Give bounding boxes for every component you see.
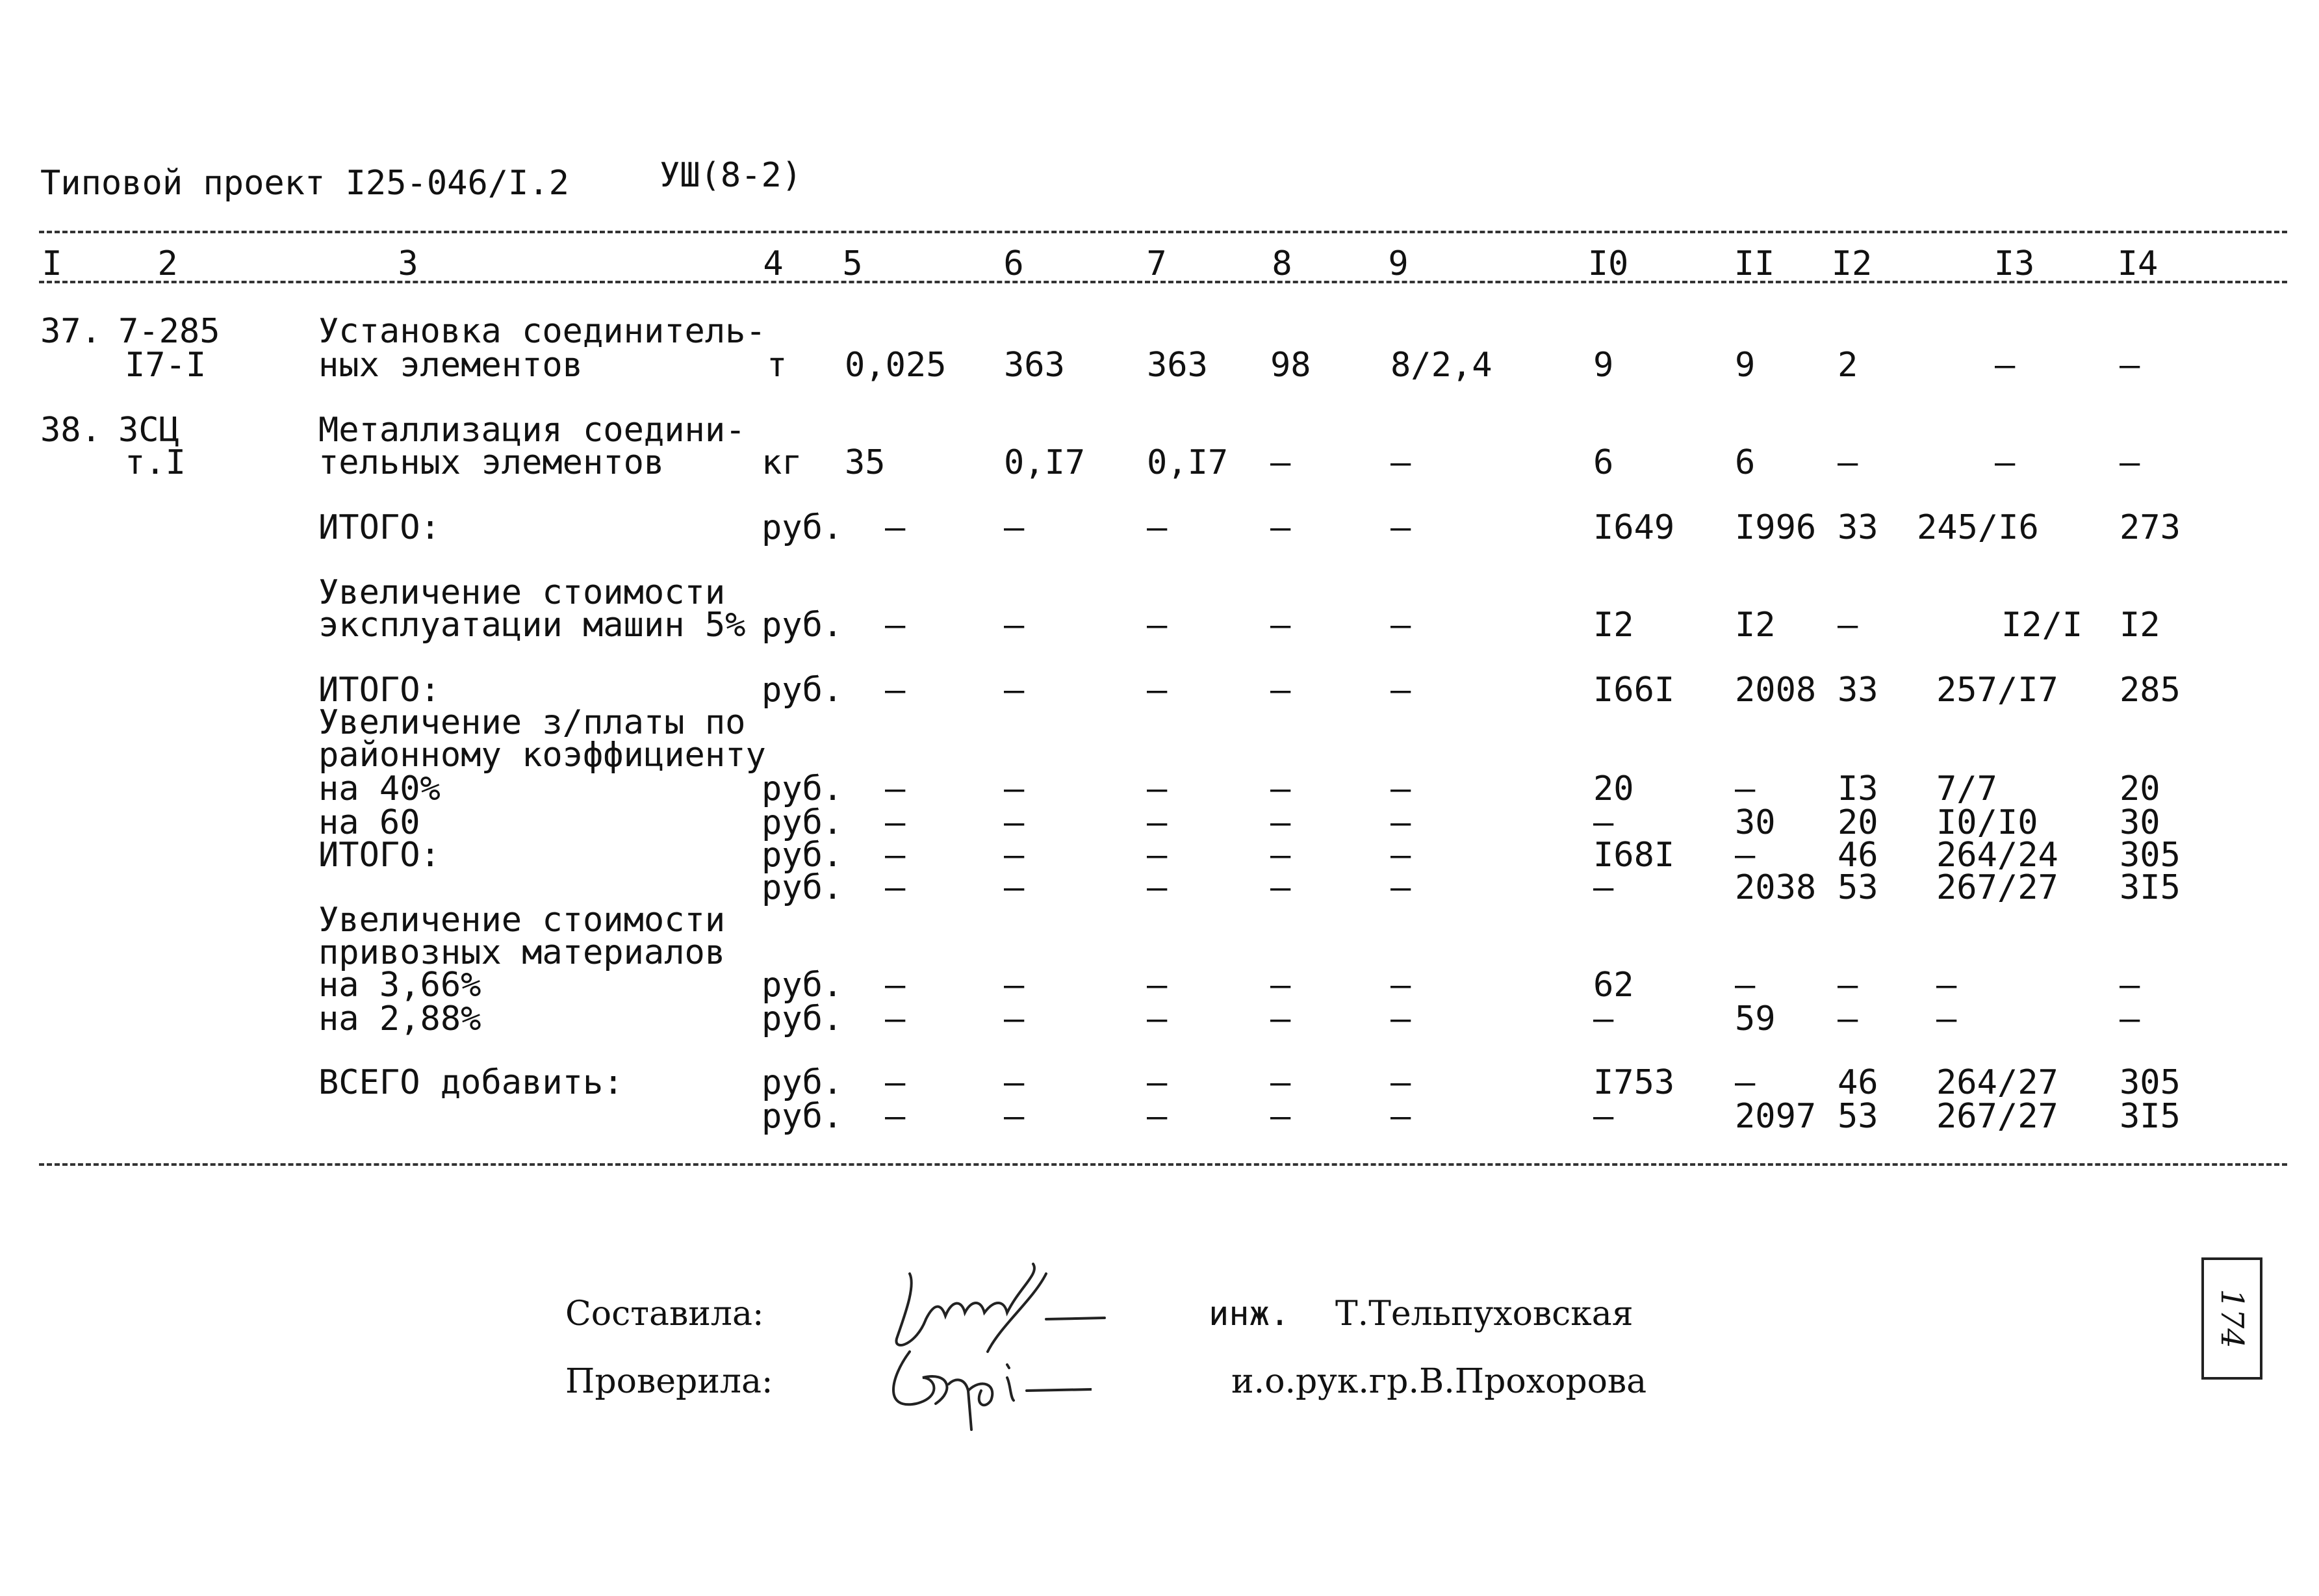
cell-col12: 20 bbox=[1838, 803, 1878, 842]
row-name: на 60 bbox=[318, 803, 420, 842]
cell-col11: – bbox=[1735, 966, 1756, 1005]
cell-col14: 3I5 bbox=[2120, 1097, 2181, 1136]
cell-col7: 0,I7 bbox=[1147, 443, 1229, 482]
cell-col7: – bbox=[1147, 671, 1168, 710]
cell-col11: 9 bbox=[1735, 346, 1756, 385]
row-code: ЗСЦ bbox=[118, 411, 179, 450]
cell-col14: – bbox=[2120, 999, 2140, 1038]
row-unit: руб. bbox=[762, 836, 843, 875]
cell-col9: – bbox=[1390, 966, 1411, 1005]
row-name: на 2,88% bbox=[318, 999, 481, 1038]
cell-col13: – bbox=[1995, 346, 2016, 385]
row-name: на 3,66% bbox=[318, 966, 481, 1005]
cell-col14: 30 bbox=[2120, 803, 2160, 842]
row-name: ИТОГО: bbox=[318, 836, 441, 875]
row-code: I7-I bbox=[125, 346, 207, 385]
cell-col10: 9 bbox=[1593, 346, 1614, 385]
cell-col13: 264/27 bbox=[1936, 1063, 2058, 1102]
header-rule bbox=[39, 281, 2287, 283]
cell-col13: – bbox=[1936, 966, 1957, 1005]
cell-col11: 6 bbox=[1735, 443, 1756, 482]
cell-col10: – bbox=[1593, 1097, 1614, 1136]
cell-col10: I68I bbox=[1593, 836, 1675, 875]
cell-col6: – bbox=[1004, 836, 1025, 875]
cell-col14: I2 bbox=[2120, 606, 2160, 645]
cell-col13: 264/24 bbox=[1936, 836, 2058, 875]
cell-col12: – bbox=[1838, 443, 1858, 482]
cell-col7: – bbox=[1147, 803, 1168, 842]
column-number: I bbox=[42, 244, 62, 283]
cell-col14: 273 bbox=[2120, 508, 2181, 547]
cell-col6: – bbox=[1004, 803, 1025, 842]
row-name: Установка соединитель- bbox=[318, 312, 766, 351]
cell-col14: – bbox=[2120, 443, 2140, 482]
compiled-label: Составила: bbox=[565, 1294, 764, 1333]
cell-col13: 267/27 bbox=[1936, 1097, 2058, 1136]
cell-col11: 30 bbox=[1735, 803, 1776, 842]
row-unit: руб. bbox=[762, 671, 843, 710]
column-number: I4 bbox=[2117, 244, 2159, 283]
row-name: эксплуатации машин 5% bbox=[318, 606, 746, 645]
row-name: Металлизация соедини- bbox=[318, 411, 746, 450]
cell-col14: 305 bbox=[2120, 836, 2181, 875]
top-rule bbox=[39, 231, 2287, 233]
cell-col11: I2 bbox=[1735, 606, 1776, 645]
cell-col11: I996 bbox=[1735, 508, 1817, 547]
cell-col6: – bbox=[1004, 671, 1025, 710]
column-number: 2 bbox=[157, 244, 178, 283]
cell-col9: – bbox=[1390, 671, 1411, 710]
cell-col9: 8/2,4 bbox=[1390, 346, 1493, 385]
cell-col9: – bbox=[1390, 443, 1411, 482]
cell-col5: – bbox=[885, 508, 906, 547]
cell-col7: – bbox=[1147, 999, 1168, 1038]
cell-col12: – bbox=[1838, 966, 1858, 1005]
page-number: 174 bbox=[2214, 1289, 2250, 1348]
row-name: районному коэффициенту bbox=[318, 736, 766, 775]
checked-label: Проверила: bbox=[565, 1362, 773, 1401]
cell-col5: – bbox=[885, 769, 906, 808]
cell-col6: – bbox=[1004, 999, 1025, 1038]
cell-col8: – bbox=[1270, 999, 1291, 1038]
cell-col7: – bbox=[1147, 868, 1168, 907]
column-number: 9 bbox=[1388, 244, 1409, 283]
row-name: ИТОГО: bbox=[318, 671, 441, 710]
cell-col13: – bbox=[1936, 999, 1957, 1038]
cell-col12: 33 bbox=[1838, 671, 1878, 710]
cell-col9: – bbox=[1390, 508, 1411, 547]
cell-col8: 98 bbox=[1270, 346, 1311, 385]
row-number: 37. bbox=[40, 312, 101, 351]
row-unit: руб. bbox=[762, 999, 843, 1038]
cell-col7: – bbox=[1147, 1063, 1168, 1102]
cell-col9: – bbox=[1390, 999, 1411, 1038]
cell-col6: – bbox=[1004, 868, 1025, 907]
cell-col7: 363 bbox=[1147, 346, 1208, 385]
signature-checked bbox=[877, 1339, 1092, 1436]
cell-col5: – bbox=[885, 1063, 906, 1102]
cell-col11: 2008 bbox=[1735, 671, 1817, 710]
cell-col9: – bbox=[1390, 606, 1411, 645]
cell-col13: 267/27 bbox=[1936, 868, 2058, 907]
row-name: на 40% bbox=[318, 769, 441, 808]
column-number: 7 bbox=[1146, 244, 1167, 283]
cell-col6: – bbox=[1004, 966, 1025, 1005]
bottom-rule bbox=[39, 1163, 2287, 1166]
cell-col11: 2038 bbox=[1735, 868, 1817, 907]
cell-col7: – bbox=[1147, 606, 1168, 645]
cell-col10: I753 bbox=[1593, 1063, 1675, 1102]
compiled-name: Т.Тельпуховская bbox=[1335, 1294, 1634, 1333]
cell-col8: – bbox=[1270, 966, 1291, 1005]
cell-col10: – bbox=[1593, 999, 1614, 1038]
cell-col14: 285 bbox=[2120, 671, 2181, 710]
cell-col5: – bbox=[885, 1097, 906, 1136]
cell-col5: 0,025 bbox=[845, 346, 947, 385]
cell-col10: – bbox=[1593, 868, 1614, 907]
compiled-title: инж. bbox=[1209, 1294, 1290, 1333]
cell-col8: – bbox=[1270, 1063, 1291, 1102]
row-unit: кг bbox=[762, 443, 802, 482]
cell-col10: I649 bbox=[1593, 508, 1675, 547]
cell-col14: 3I5 bbox=[2120, 868, 2181, 907]
row-name: ных элементов bbox=[318, 346, 583, 385]
row-name: Увеличение стоимости bbox=[318, 573, 726, 612]
row-unit: руб. bbox=[762, 803, 843, 842]
cell-col6: – bbox=[1004, 1063, 1025, 1102]
cell-col5: – bbox=[885, 836, 906, 875]
column-number: I0 bbox=[1587, 244, 1629, 283]
column-number: I3 bbox=[1993, 244, 2035, 283]
cell-col9: – bbox=[1390, 868, 1411, 907]
cell-col12: – bbox=[1838, 999, 1858, 1038]
cell-col9: – bbox=[1390, 769, 1411, 808]
cell-col11: – bbox=[1735, 769, 1756, 808]
row-code: т.I bbox=[125, 443, 186, 482]
cell-col5: – bbox=[885, 966, 906, 1005]
cell-col5: 35 bbox=[845, 443, 886, 482]
row-unit: руб. bbox=[762, 606, 843, 645]
cell-col7: – bbox=[1147, 966, 1168, 1005]
cell-col6: 0,I7 bbox=[1004, 443, 1086, 482]
row-unit: руб. bbox=[762, 966, 843, 1005]
row-name: тельных элементов bbox=[318, 443, 665, 482]
cell-col8: – bbox=[1270, 671, 1291, 710]
row-unit: т bbox=[767, 346, 788, 385]
cell-col9: – bbox=[1390, 836, 1411, 875]
cell-col6: – bbox=[1004, 606, 1025, 645]
cell-col11: – bbox=[1735, 1063, 1756, 1102]
cell-col6: – bbox=[1004, 769, 1025, 808]
cell-col14: 305 bbox=[2120, 1063, 2181, 1102]
cell-col10: I66I bbox=[1593, 671, 1675, 710]
cell-col6: 363 bbox=[1004, 346, 1065, 385]
cell-col5: – bbox=[885, 803, 906, 842]
column-number: 5 bbox=[842, 244, 863, 283]
cell-col5: – bbox=[885, 999, 906, 1038]
cell-col9: – bbox=[1390, 1063, 1411, 1102]
row-name: ИТОГО: bbox=[318, 508, 441, 547]
cell-col8: – bbox=[1270, 836, 1291, 875]
column-number: 4 bbox=[763, 244, 784, 283]
cell-col6: – bbox=[1004, 1097, 1025, 1136]
cell-col5: – bbox=[885, 868, 906, 907]
cell-col8: – bbox=[1270, 803, 1291, 842]
cell-col8: – bbox=[1270, 769, 1291, 808]
row-unit: руб. bbox=[762, 769, 843, 808]
cell-col7: – bbox=[1147, 836, 1168, 875]
row-name: ВСЕГО добавить: bbox=[318, 1063, 624, 1102]
cell-col10: – bbox=[1593, 803, 1614, 842]
cell-col12: I3 bbox=[1838, 769, 1878, 808]
cell-col10: 6 bbox=[1593, 443, 1614, 482]
cell-col8: – bbox=[1270, 868, 1291, 907]
cell-col5: – bbox=[885, 671, 906, 710]
cell-col13: I0/I0 bbox=[1936, 803, 2038, 842]
row-unit: руб. bbox=[762, 1063, 843, 1102]
cell-col9: – bbox=[1390, 803, 1411, 842]
cell-col12: 53 bbox=[1838, 868, 1878, 907]
cell-col13: I2/I bbox=[2001, 606, 2083, 645]
column-number: I2 bbox=[1831, 244, 1873, 283]
cell-col12: 2 bbox=[1838, 346, 1858, 385]
cell-col11: 2097 bbox=[1735, 1097, 1817, 1136]
row-code: 7-285 bbox=[118, 312, 220, 351]
cell-col14: – bbox=[2120, 966, 2140, 1005]
cell-col11: – bbox=[1735, 836, 1756, 875]
cell-col10: 62 bbox=[1593, 966, 1634, 1005]
cell-col7: – bbox=[1147, 769, 1168, 808]
cell-col13: – bbox=[1995, 443, 2016, 482]
row-name: Увеличение стоимости bbox=[318, 901, 726, 940]
cell-col7: – bbox=[1147, 508, 1168, 547]
column-number: 3 bbox=[398, 244, 418, 283]
row-number: 38. bbox=[40, 411, 101, 450]
column-number: 8 bbox=[1272, 244, 1292, 283]
cell-col12: 46 bbox=[1838, 836, 1878, 875]
cell-col13: 245/I6 bbox=[1917, 508, 2039, 547]
cell-col12: – bbox=[1838, 606, 1858, 645]
cell-col12: 53 bbox=[1838, 1097, 1878, 1136]
cell-col11: 59 bbox=[1735, 999, 1776, 1038]
cell-col8: – bbox=[1270, 443, 1291, 482]
sheet-code: УШ(8-2) bbox=[660, 156, 802, 195]
checked-name: и.о.рук.гр.В.Прохорова bbox=[1231, 1362, 1647, 1401]
column-number: 6 bbox=[1003, 244, 1024, 283]
cell-col7: – bbox=[1147, 1097, 1168, 1136]
page-number-stamp bbox=[2201, 1257, 2262, 1380]
cell-col8: – bbox=[1270, 508, 1291, 547]
row-name: Увеличение з/платы по bbox=[318, 703, 746, 742]
cell-col14: – bbox=[2120, 346, 2140, 385]
cell-col8: – bbox=[1270, 606, 1291, 645]
row-name: привозных материалов bbox=[318, 933, 726, 972]
cell-col10: 20 bbox=[1593, 769, 1634, 808]
cell-col10: I2 bbox=[1593, 606, 1634, 645]
cell-col8: – bbox=[1270, 1097, 1291, 1136]
column-number: II bbox=[1734, 244, 1775, 283]
project-title: Типовой проект I25-046/I.2 bbox=[40, 164, 569, 203]
cell-col13: 257/I7 bbox=[1936, 671, 2058, 710]
cell-col14: 20 bbox=[2120, 769, 2160, 808]
cell-col5: – bbox=[885, 606, 906, 645]
cell-col6: – bbox=[1004, 508, 1025, 547]
cell-col12: 33 bbox=[1838, 508, 1878, 547]
cell-col9: – bbox=[1390, 1097, 1411, 1136]
cell-col13: 7/7 bbox=[1936, 769, 1997, 808]
row-unit: руб. bbox=[762, 1097, 843, 1136]
cell-col12: 46 bbox=[1838, 1063, 1878, 1102]
row-unit: руб. bbox=[762, 868, 843, 907]
row-unit: руб. bbox=[762, 508, 843, 547]
